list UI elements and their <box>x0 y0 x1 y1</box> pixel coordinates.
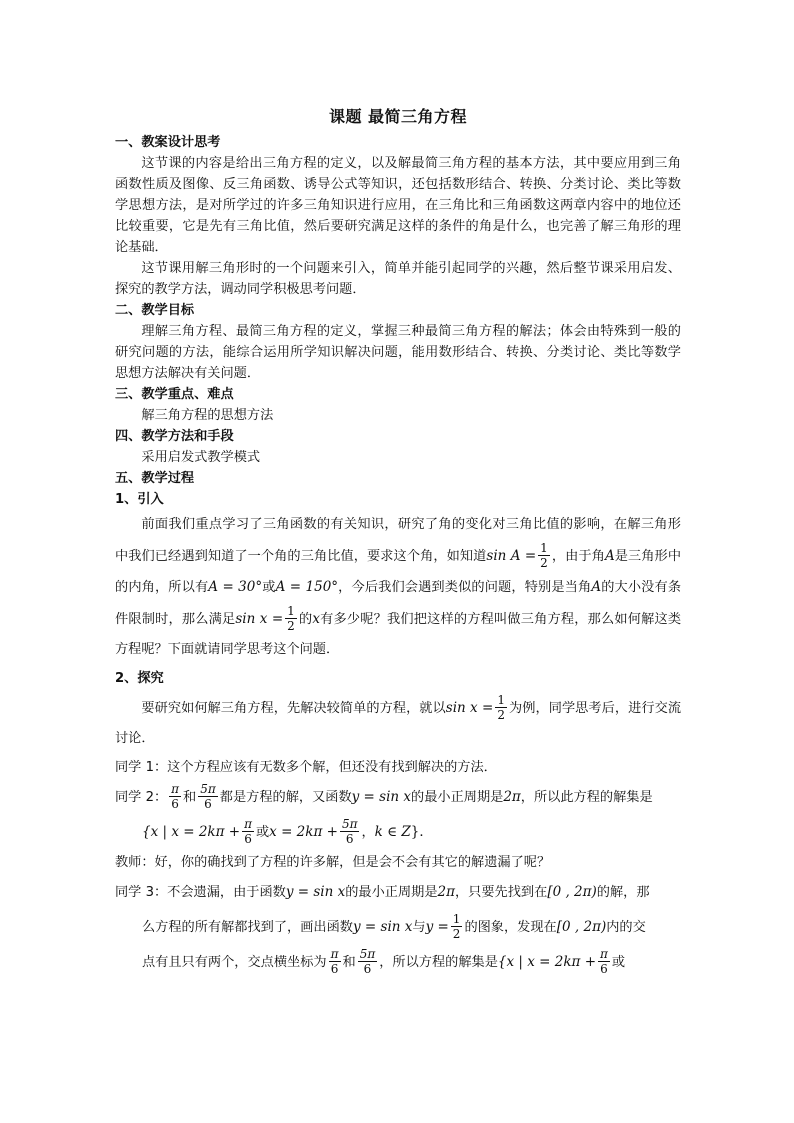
section-heading-goals: 二、教学目标 <box>115 303 195 318</box>
subsection-heading-explore: 2、探究 <box>115 670 164 686</box>
fraction: $\frac{1}{2}$ <box>497 693 505 722</box>
section-heading-process: 五、教学过程 <box>115 471 195 486</box>
student-3-answer-cont: 点有且只有两个，交点横坐标为 $\frac{\pi}{6}$ 和 $\frac{5\pi}{6}$ ，所以方程的解集是{x | x = 2kπ + $\frac{\pi}{6}$ 或 <box>142 947 626 976</box>
fraction: $\frac{5\pi}{6}$ <box>200 782 216 811</box>
page-title: 课题 最简三角方程 <box>328 107 468 126</box>
teacher-remark: 教师：好，你的确找到了方程的许多解，但是会不会有其它的解遗漏了呢？ <box>115 854 551 870</box>
paragraph: 解三角方程的思想方法 <box>141 408 274 423</box>
explore-paragraph: 要研究如何解三角方程，先解决较简单的方程，就以sin x = $\frac{1}{2}$ 为例，同学思考后，进行交流讨论． <box>115 693 682 746</box>
student-1-answer: 同学 1：这个方程应该有无数多个解，但还没有找到解决的方法． <box>115 759 497 775</box>
math-expression: A = 30° <box>208 579 263 595</box>
student-2-answer: 同学 2： $\frac{\pi}{6}$ 和 $\frac{5\pi}{6}$ 都是方程的解，又函数y = sin x的最小正周期是2π，所以此方程的解集是 <box>115 782 653 811</box>
paragraph: 理解三角方程、最简三角方程的定义，掌握三种最简三角方程的解法；体会由特殊到一般的研究问题的方法，能综合运用所学知识解决问题，能用数形结合、转换、分类讨论、类比等数学思想方法解决有关问题． <box>115 324 681 381</box>
fraction: $\frac{\pi}{6}$ <box>600 947 608 976</box>
section-heading-design: 一、教案设计思考 <box>115 135 221 150</box>
document-page <box>115 104 681 980</box>
subsection-heading-intro: 1、引入 <box>115 492 164 507</box>
fraction: $\frac{5\pi}{6}$ <box>359 947 376 976</box>
interval: [0 , 2π) <box>547 883 597 900</box>
section-heading-key-points: 三、教学重点、难点 <box>115 387 234 402</box>
math-expression: sin x = <box>445 699 494 716</box>
fraction: $\frac{1}{2}$ <box>452 912 461 941</box>
math-expression: sin x = <box>235 610 284 627</box>
fraction: $\frac{\pi}{6}$ <box>171 782 180 811</box>
math-expression: sin A = <box>486 547 537 564</box>
fraction: $\frac{5\pi}{6}$ <box>341 817 358 846</box>
fraction: $\frac{1}{2}$ <box>540 541 548 570</box>
fraction: $\frac{1}{2}$ <box>287 604 295 633</box>
math-expression: y = sin x <box>351 788 412 805</box>
section-heading-methods: 四、教学方法和手段 <box>115 429 234 444</box>
math-expression: 2π <box>503 788 521 805</box>
student-3-answer: 同学 3：不会遗漏，由于函数y = sin x的最小正周期是2π，只要先找到在[0 , 2π)的解，那 <box>115 883 650 900</box>
fraction: $\frac{\pi}{6}$ <box>330 947 339 976</box>
math-expression: A = 150° <box>275 579 339 595</box>
paragraph: 这节课的内容是给出三角方程的定义，以及解最简三角方程的基本方法，其中要应用到三角函数性质及图像、反三角函数、诱导公式等知识，还包括数形结合、转换、分类讨论、类比等数学思想方法，是对所学过的许多三角知识进行应用，在三角比和三角函数这两章内容中的地位还比较重要，它是先有三角比值，然后要研究满足这样的条件的角是什么，也完善了解三角形的理论基础． <box>115 156 681 255</box>
paragraph: 采用启发式教学模式 <box>141 450 261 465</box>
intro-paragraph: 前面我们重点学习了三角函数的有关知识，研究了角的变化对三角比值的影响，在解三角形中我们已经遇到知道了一个角的三角比值，要求这个角，如知道sin A = $\frac{1}{2}$ ，由于角A是三角形中的内角，所以有A = 30°或A = 150°，今后我们会遇到类似的问题，特别是当角A的大小没有条件限制时，那么满足sin x = $\frac{1}{2}$ 的x有多少呢？我们把这样的方程叫做三角方程，那么如何解这类方程呢？下面就请同学思考这个问题． <box>115 517 682 657</box>
paragraph: 这节课用解三角形时的一个问题来引入，简单并能引起同学的兴趣，然后整节课采用启发、探究的教学方法，调动同学积极思考问题． <box>115 261 681 297</box>
student-3-answer-cont: 么方程的所有解都找到了，画出函数y = sin x与y = $\frac{1}{2}$ 的图象，发现在[0 , 2π)内的交 <box>142 912 646 941</box>
fraction: $\frac{\pi}{6}$ <box>244 817 252 846</box>
solution-set: {x | x = 2kπ + $\frac{\pi}{6}$ 或x = 2kπ + $\frac{5\pi}{6}$ ，k ∈ Z}． <box>142 817 433 846</box>
